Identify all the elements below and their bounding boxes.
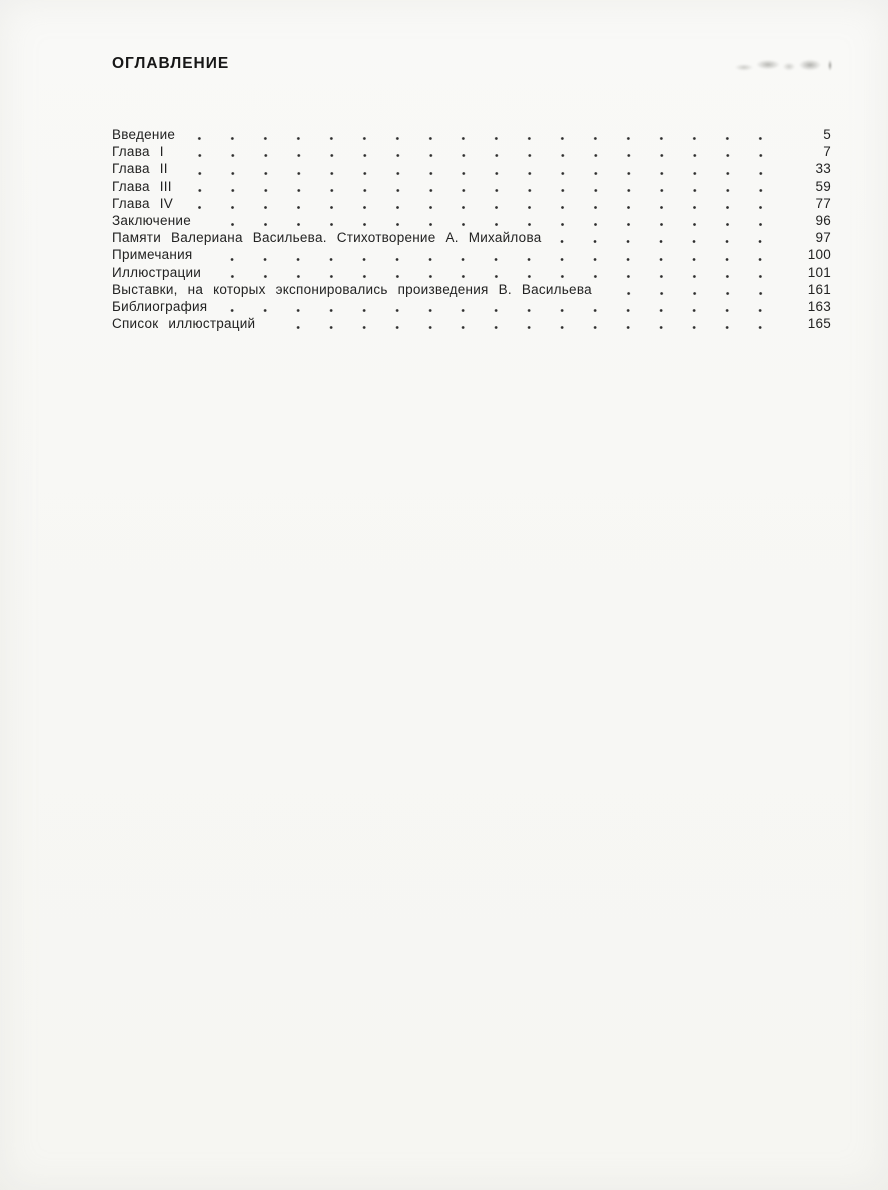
dot-leader [176, 144, 783, 161]
dot-leader [553, 230, 783, 247]
toc-entry-label: Глава II [112, 161, 168, 177]
toc-entry-label: Выставки, на которых экспонировались произведения В. Васильева [112, 281, 592, 297]
table-of-contents [112, 127, 831, 333]
toc-entry-page: 100 [807, 247, 831, 263]
dot-leader [180, 161, 783, 178]
toc-row [112, 127, 831, 144]
toc-row [112, 316, 831, 333]
faded-stamp-mark [734, 55, 834, 75]
toc-entry-label: Глава III [112, 178, 172, 194]
toc-entry-page: 165 [807, 316, 831, 332]
toc-entry-label: Введение [112, 127, 176, 142]
toc-row [112, 282, 831, 299]
toc-row [112, 144, 831, 161]
toc-entry-page: 59 [815, 178, 831, 194]
toc-entry-page: 101 [807, 264, 831, 280]
toc-entry-label: Глава I [112, 144, 164, 160]
dot-leader [213, 265, 783, 282]
toc-row [112, 265, 831, 282]
toc-entry-page: 77 [815, 195, 831, 211]
toc-entry-label: Иллюстрации [112, 264, 202, 280]
dot-leader [604, 282, 783, 299]
toc-row [112, 230, 831, 247]
toc-entry-label: Список иллюстраций [112, 316, 256, 332]
toc-row [112, 161, 831, 178]
dot-leader [187, 127, 783, 144]
toc-entry-label: Глава IV [112, 195, 173, 211]
toc-entry-label: Примечания [112, 247, 193, 263]
dot-leader [267, 316, 783, 333]
toc-entry-page: 163 [807, 298, 831, 314]
toc-entry-label: Заключение [112, 212, 191, 228]
toc-entry-page: 7 [823, 144, 831, 160]
toc-entry-page: 97 [815, 230, 831, 246]
dot-leader [185, 196, 783, 213]
dot-leader [204, 247, 783, 264]
dot-leader [203, 213, 783, 230]
toc-row [112, 196, 831, 213]
toc-entry-label: Памяти Валериана Васильева. Стихотворение А. Михайлова [112, 230, 542, 246]
page-title: ОГЛАВЛЕНИЕ [112, 55, 230, 72]
toc-row [112, 247, 831, 264]
toc-row [112, 179, 831, 196]
toc-entry-page: 161 [807, 281, 831, 297]
toc-row [112, 213, 831, 230]
dot-leader [184, 179, 783, 196]
toc-row [112, 299, 831, 316]
toc-entry-page: 5 [823, 127, 831, 142]
toc-entry-label: Библиография [112, 298, 208, 314]
toc-entry-page: 96 [815, 212, 831, 228]
dot-leader [219, 299, 783, 316]
toc-entry-page: 33 [815, 161, 831, 177]
